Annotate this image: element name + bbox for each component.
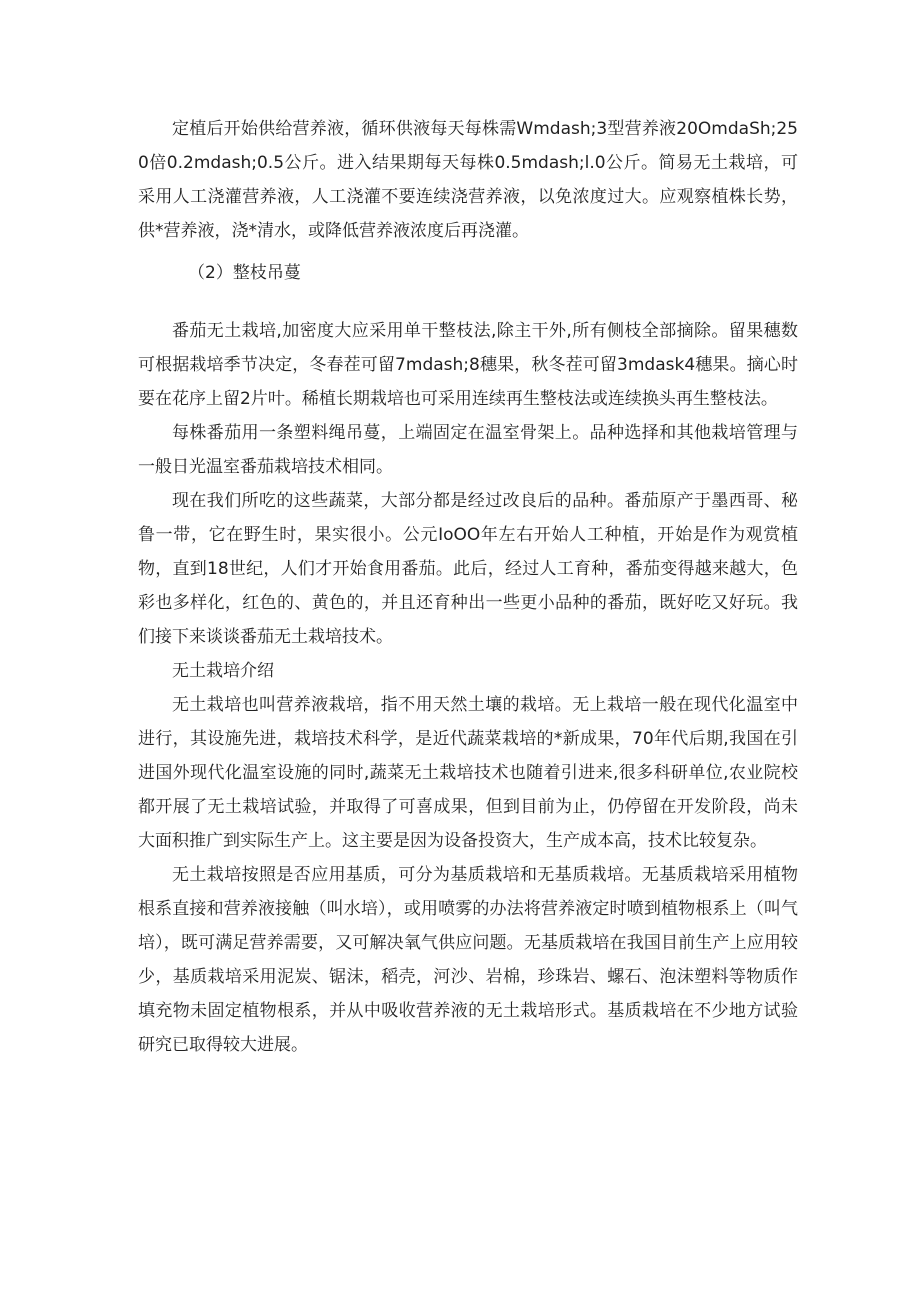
- paragraph-vine-hanging: 每株番茄用一条塑料绳吊蔓，上端固定在温室骨架上。品种选择和其他栽培管理与一般日光温室番茄栽培技术相同。: [138, 423, 798, 477]
- paragraph-tomato-history: 现在我们所吃的这些蔬菜，大部分都是经过改良后的品种。番茄原产于墨西哥、秘鲁一带，它在野生时，果实很小。公元IoOO年左右开始人工种植，开始是作为观赏植物，直到18世纪，人们才开始食用番茄。此后，经过人工育种，番茄变得越来越大，色彩也多样化，红色的、黄色的，并且还育种出一些更小品种的番茄，既好吃又好玩。我们接下来谈谈番茄无土栽培技术。: [138, 491, 798, 647]
- heading-pruning: （2）整枝吊蔓: [188, 263, 301, 283]
- paragraph-soilless-definition: 无土栽培也叫营养液栽培，指不用天然土壤的栽培。无上栽培一般在现代化温室中进行，其设施先进，栽培技术科学，是近代蔬菜栽培的*新成果，70年代后期,我国在引进国外现代化温室设施的同时,蔬菜无土栽培技术也随着引进来,很多科研单位,农业院校都开展了无土栽培试验，并取得了可喜成果，但到目前为止，仍停留在开发阶段，尚未大面积推广到实际生产上。这主要是因为设备投资大，生产成本高，技术比较复杂。: [138, 695, 798, 851]
- document-page: [138, 112, 798, 1062]
- paragraph-pruning-method: 番茄无土栽培,加密度大应采用单干整枝法,除主干外,所有侧枝全部摘除。留果穗数可根据栽培季节决定，冬春茬可留7mdash;8穗果，秋冬茬可留3mdask4穗果。摘心时要在花序上留2片叶。稀植长期栽培也可采用连续再生整枝法或连续换头再生整枝法。: [138, 321, 798, 409]
- heading-soilless-intro: 无土栽培介绍: [172, 661, 274, 681]
- paragraph-substrate-types: 无土栽培按照是否应用基质，可分为基质栽培和无基质栽培。无基质栽培采用植物根系直接和营养液接触（叫水培），或用喷雾的办法将营养液定时喷到植物根系上（叫气培），既可满足营养需要，又可解决氧气供应问题。无基质栽培在我国目前生产上应用较少，基质栽培采用泥炭、锯沫，稻壳，河沙、岩棉，珍珠岩、螺石、泡沫塑料等物质作填充物未固定植物根系，并从中吸收营养液的无土栽培形式。基质栽培在不少地方试验研究已取得较大进展。: [138, 865, 798, 1055]
- paragraph-nutrient-supply: 定植后开始供给营养液，循环供液每天每株需Wmdash;3型营养液20OmdaSh;250倍0.2mdash;0.5公斤。进入结果期每天每株0.5mdash;l.0公斤。简易无土栽培，可采用人工浇灌营养液，人工浇灌不要连续浇营养液，以免浓度过大。应观察植株长势，供*营养液，浇*清水，或降低营养液浓度后再浇灌。: [138, 119, 798, 241]
